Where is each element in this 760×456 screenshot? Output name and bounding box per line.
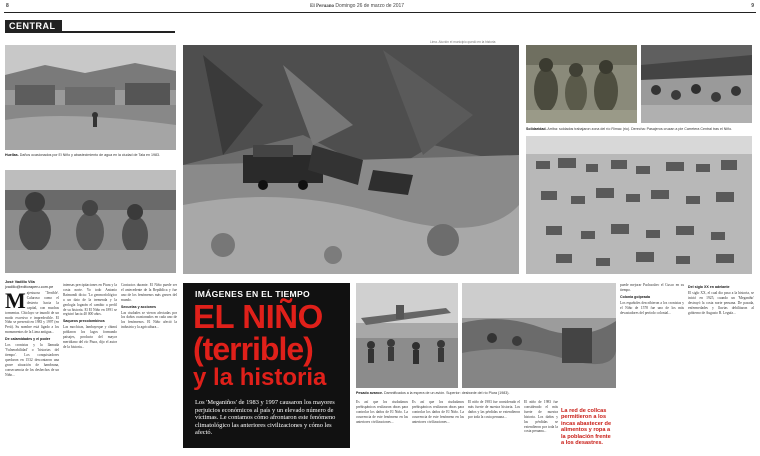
body-column-5	[356, 400, 408, 450]
body-column-2	[63, 283, 117, 451]
page-number-right: 9	[751, 3, 754, 9]
paragraph: Las mochicas, lambayeque y chimú poblaron los lagos formando paisajes, producto del mayor meridiano del río Piura, dijo el autor de la historia...	[63, 325, 117, 349]
photo-soldiers	[526, 45, 637, 123]
feature-headline-box	[183, 283, 350, 448]
paragraph: Los cronistas y la llamada 'Vulnerabilidad' o 'historias del tiempo'. Los conquistadores quedaron en 1532 descontaron una grave situación de hambruna, consecuencia de los deshechos de un Niño...	[5, 343, 59, 377]
photo-airport-people	[356, 283, 458, 388]
subheading: Saqueos precolombinos	[63, 319, 105, 324]
photo-landslide-main	[183, 45, 519, 274]
subheading: Colonia golpeada	[620, 294, 650, 299]
caption-pesado-avance	[356, 391, 616, 396]
caption-solidaridad	[526, 127, 752, 132]
caption-label: Pesado avance.	[356, 391, 383, 395]
paragraph: Es así que los ciudadanos prehispánicos realizaron obras para controlar los daños de El Niño. La ocurrencia de este fenómeno en las anteriores civilizaciones...	[412, 400, 464, 424]
caption-label: Huellas.	[5, 153, 19, 157]
paragraph: Contactos durante. El Niño puede ser el antecedente de la República y fue uno de los fenómenos más graves del mundo.	[121, 283, 177, 302]
feature-lead: Los 'Meganiños' de 1983 y 1997 causaron los mayores perjuicios económicos al país y un elevado número de víctimas. Le contamos cómo afrontaron este fenómeno climatológico las anteriores civilizaciones y cómo les afectó.	[195, 399, 336, 437]
paragraph: intensas precipitaciones en Piura y la costa norte. Yo todo Antonio Raimondi dicta: 'Lo geomorfológico a un dato de la tremenda y la geología logarán el cambio a perfil de su historia. El El Niño en 1891 se registró hacia 40 000 años.	[63, 283, 117, 317]
paragraph: Los españoles describieron a los cronistas y el Niño de 1578 fue uno de los más devastadores del período colonial...	[620, 300, 684, 315]
paragraph: Es así que los ciudadanos prehispánicos realizaron obras para controlar los daños de El Niño. La ocurrencia de este fenómeno en las anteriores civilizaciones...	[356, 400, 408, 424]
page-number-left: 8	[6, 3, 9, 9]
caption-huellas	[5, 153, 176, 158]
headline-line-3: y la historia	[193, 364, 327, 391]
headline-line-2: (terrible)	[193, 331, 313, 367]
body-column-6b	[524, 400, 558, 450]
feature-kicker: IMÁGENES EN EL TIEMPO	[195, 289, 311, 299]
paper-name: El Peruano	[310, 4, 335, 9]
subheading: Del siglo XX en adelante	[688, 285, 730, 289]
photo-people-water	[5, 170, 176, 273]
paragraph: Las ciudades se vieron afectadas por los daños ocasionados en cada uno de los fenómenos. El Niño afectó la industria y la agricultura...	[121, 310, 177, 330]
issue-date: Domingo 26 de marzo de 2017	[335, 3, 405, 9]
headline-line-1: EL NIÑO	[193, 298, 323, 335]
body-column-1	[5, 291, 59, 451]
header-rule	[4, 12, 756, 13]
paragraph: puede mejorar Pachacútec el Cusco en su tiempo.	[620, 283, 684, 292]
photo-town-1983	[5, 45, 176, 150]
section-underline	[5, 31, 175, 33]
subheading: De calamidades y el poder	[5, 337, 51, 342]
page-header	[0, 0, 760, 12]
body-column-7	[620, 283, 684, 451]
body-column-5b	[412, 400, 464, 450]
body-column-3	[121, 283, 177, 451]
author-email: jvadillo@editoraperu.com.pe	[5, 284, 54, 289]
paragraph: El niño de 1983 fue considerado el más fuerte de nuestra historia. Los daños y las pérdidas se extendieron por toda la costa peruana...	[524, 400, 558, 434]
photo-flooded-town	[526, 136, 752, 274]
section-tag: CENTRAL	[5, 20, 62, 32]
photo-crowd	[641, 45, 752, 123]
caption-text: Damnificados a la espera de un avión. Superior: desborde del río Piura (1983).	[383, 391, 510, 395]
paragraph: El siglo XX, el cual dio paso a la historia, se inició en 1925, cuando un 'Meganiño' destruyó la costa norte peruana. De pasada, enfermedades y lluvias debilitaron al gobierno de Augusto B. Leguía...	[688, 290, 754, 315]
masthead	[310, 3, 404, 9]
subheading: Secuelas y acciones	[121, 304, 156, 309]
byline	[5, 280, 53, 289]
pull-quote: La red de collcas permitieron a los incas abastecer de alimentos y ropa a la población frente a los desastres.	[561, 408, 612, 447]
paragraph: El niño de 1983 fue considerado el más fuerte de nuestra historia. Los daños y las pérdidas se extendieron por toda la costa peruana...	[468, 400, 520, 419]
author-name: José Vadillo Vila	[5, 280, 35, 284]
photo-river-flood	[462, 283, 616, 388]
body-column-6	[468, 400, 520, 450]
paragraph: ajestuoso 'Terrible'. Caluroso como el desierto hacia la capital, con muchas tormentas. Chiclayo se inundó de un modo excesivo e impredecible. El Niño se presentó en 1983 y 1997 (en Perú). Su nombre está ligado a los monumentos de la Lima antigua...	[5, 291, 59, 335]
caption-label: Solidaridad.	[526, 127, 547, 131]
caption-text: Daños ocasionados por El Niño y abastecimiento de agua en la ciudad de Tala en 1983.	[19, 153, 160, 157]
main-photo-credit: Lima. Aluvión el municipio quedó en la historia	[430, 40, 496, 44]
body-column-8	[688, 283, 754, 451]
caption-text: Arriba: soldados trabajaron zona del río Rímac (rio). Derecha: Pasajeros cruzan a pie Carretera Central tras el Niño.	[547, 127, 733, 131]
drop-cap: M	[5, 291, 26, 313]
